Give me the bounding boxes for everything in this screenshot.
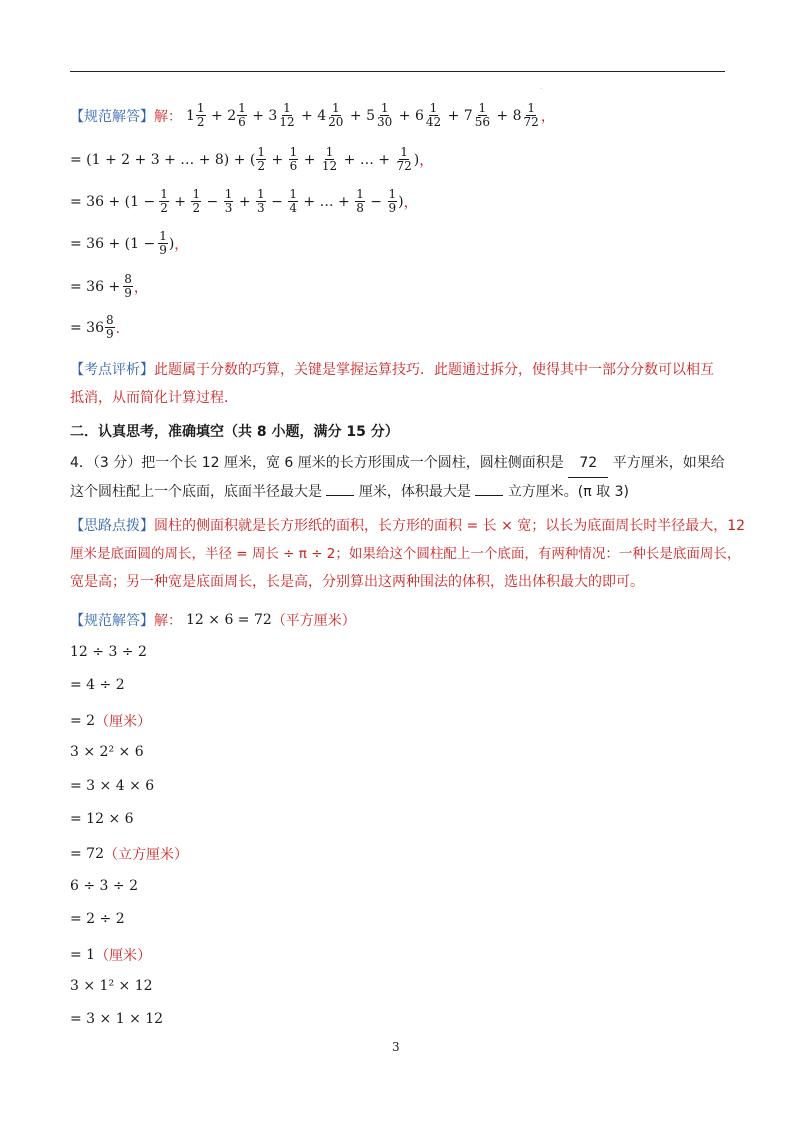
expr-prefix: = 36 + (1 − (70, 193, 156, 210)
operator: + (234, 193, 256, 210)
operator: + (247, 107, 269, 124)
operator: + (394, 107, 415, 124)
label-solve: 解： (154, 108, 182, 125)
step-unit: （厘米） (95, 713, 152, 730)
expr-line-3 (70, 188, 418, 215)
analysis-line-1: 此题属于分数的巧算，关键是掌握运算技巧．此题通过拆分，使得其中一部分分数可以相互 (154, 362, 714, 378)
expr-line-5 (70, 273, 148, 300)
fraction: $\frac{1}{3}$ (224, 187, 233, 215)
solution-step (70, 1011, 163, 1027)
fraction: $\frac{1}{2}$ (192, 187, 201, 215)
period: ． (115, 320, 130, 337)
q4-blank-2 (326, 495, 354, 496)
q4-line-2c: 立方厘米。(π 取 3) (507, 484, 629, 500)
operator: + (206, 107, 228, 124)
fraction: $\frac{1}{12}$ (279, 101, 295, 129)
solution-step (70, 878, 138, 894)
operator: + … + (339, 151, 395, 168)
whole-number: 7 (463, 107, 473, 124)
fraction: $\frac{1}{56}$ (474, 101, 490, 129)
solution-first-unit: （平方厘米） (271, 613, 356, 629)
q4-line-2b: 厘米，体积最大是 (358, 484, 471, 500)
step-expression: = 2 (70, 712, 96, 729)
expr-line-1 (70, 102, 555, 129)
close-paren: ) (398, 193, 404, 210)
whole-number: 6 (414, 107, 424, 124)
comma: ， (419, 152, 434, 169)
analysis-line-2: 抵消，从而简化计算过程． (70, 390, 238, 406)
close-paren: ) (168, 235, 175, 252)
expr-fracs (158, 188, 398, 215)
close-paren: ) (413, 151, 420, 168)
fraction: $\frac{1}{4}$ (289, 187, 297, 215)
comma: ， (174, 236, 189, 253)
step-expression: = 1 (70, 946, 96, 963)
fraction: $\frac{8}{9}$ (124, 272, 132, 300)
solution-step (70, 844, 188, 864)
label-hint: 【思路点拨】 (70, 518, 154, 534)
solution-first-expr: 12 × 6 = 72 (186, 612, 272, 628)
whole-number: 3 (268, 107, 278, 124)
fraction: $\frac{1}{2}$ (196, 101, 205, 129)
fraction: $\frac{1}{9}$ (388, 187, 397, 215)
solution-step (70, 978, 153, 994)
comma: ， (403, 194, 418, 211)
expr-prefix: = 36 + (1 − (70, 235, 156, 252)
solution-step (70, 677, 125, 693)
solution-step (70, 644, 147, 660)
operator: + (345, 107, 367, 124)
fraction: $\frac{1}{9}$ (159, 229, 167, 257)
expr-line-6 (70, 314, 130, 341)
fraction: $\frac{8}{9}$ (106, 313, 114, 341)
step-expression: 12 ÷ 3 ÷ 2 (70, 644, 147, 660)
step-expression: 6 ÷ 3 ÷ 2 (70, 877, 138, 894)
step-expression: = 72 (70, 846, 104, 863)
operator: + (491, 107, 513, 124)
operator: + (443, 107, 464, 124)
fraction: $\frac{1}{12}$ (321, 145, 338, 173)
step-expression: = 12 × 6 (70, 811, 134, 827)
operator: + … + (298, 193, 355, 210)
page-number: 3 (392, 1040, 400, 1054)
whole-number: 8 (512, 107, 522, 124)
hint-line-1: 圆柱的侧面积就是长方形纸的面积，长方形的面积 = 长 × 宽；以长为底面周长时半径最大，12 (154, 518, 746, 534)
fraction: $\frac{1}{72}$ (396, 145, 412, 173)
label-solve: 解： (154, 613, 182, 629)
hint-paragraph (70, 512, 746, 596)
whole-number: 2 (227, 107, 237, 124)
whole-number: 5 (366, 107, 376, 124)
fraction: $\frac{1}{6}$ (289, 145, 298, 173)
solution-step (70, 945, 151, 965)
expr-fracs (255, 146, 413, 173)
operator: + (267, 151, 288, 168)
fraction: $\frac{1}{30}$ (377, 101, 393, 129)
q4-blank-1: 72 (568, 449, 608, 478)
fraction: $\frac{1}{42}$ (425, 101, 442, 129)
operator: + (296, 107, 318, 124)
expr-line-2 (70, 146, 433, 173)
operator: + (169, 193, 191, 210)
operator: − (266, 193, 288, 210)
expr-terms (186, 102, 541, 129)
q4-line-1b: 平方厘米，如果给 (612, 455, 725, 471)
q4-line-2a: 这个圆柱配上一个底面，底面半径最大是 (70, 484, 322, 500)
fraction: $\frac{1}{8}$ (356, 187, 364, 215)
operator: − (365, 193, 387, 210)
solution-line-0 (70, 610, 356, 630)
comma: ， (133, 279, 148, 296)
label-standard-solution: 【规范解答】 (70, 108, 154, 125)
fraction: $\frac{1}{2}$ (257, 145, 265, 173)
step-expression: = 4 ÷ 2 (70, 677, 125, 694)
step-unit: （厘米） (95, 947, 152, 964)
expr-prefix: = 36 + (70, 278, 121, 295)
step-expression: = 2 ÷ 2 (70, 911, 125, 928)
fraction: $\frac{1}{2}$ (160, 187, 168, 215)
label-point-analysis: 【考点评析】 (70, 362, 154, 378)
step-expression: 3 × 2² × 6 (70, 744, 144, 761)
solution-step (70, 711, 151, 731)
solution-step (70, 911, 125, 927)
fraction: $\frac{1}{6}$ (238, 101, 246, 129)
fraction: $\frac{1}{3}$ (257, 187, 265, 215)
q4-line-1a: 4．（3 分）把一个长 12 厘米，宽 6 厘米的长方形围成一个圆柱，圆柱侧面积是 (70, 455, 564, 471)
fraction: $\frac{1}{72}$ (523, 101, 539, 129)
hint-line-3: 宽是高；另一种宽是底面周长，长是高，分别算出这两种围法的体积，选出体积最大的即可。 (70, 574, 644, 590)
step-expression: 3 × 1² × 12 (70, 978, 153, 994)
hint-line-2: 厘米是底面圆的周长，半径 = 周长 ÷ π ÷ 2；如果给这个圆柱配上一个底面，有两种情况：一种长是底面周长， (70, 546, 741, 562)
header-rule (70, 71, 725, 72)
comma: ， (540, 108, 555, 125)
expr-line-4 (70, 230, 188, 257)
whole-number: 1 (186, 107, 195, 124)
question-4 (70, 449, 728, 506)
expr-prefix: = 36 (70, 319, 104, 336)
step-unit: （立方厘米） (104, 847, 188, 864)
section-title: 二．认真思考，准确填空（共 8 小题，满分 15 分） (70, 424, 399, 440)
step-expression: = 3 × 4 × 6 (70, 777, 155, 794)
q4-blank-3 (475, 495, 503, 496)
expr-prefix: = (1 + 2 + 3 + … + 8) + ( (70, 151, 256, 168)
step-expression: = 3 × 1 × 12 (70, 1011, 164, 1028)
operator: − (202, 193, 223, 210)
solution-step (70, 778, 154, 794)
whole-number: 4 (317, 107, 327, 124)
fraction: $\frac{1}{20}$ (328, 101, 344, 129)
solution-step (70, 811, 134, 827)
operator: + (299, 151, 320, 168)
analysis-paragraph (70, 356, 728, 412)
header-dot: . (540, 84, 542, 91)
label-standard-solution: 【规范解答】 (70, 613, 154, 629)
solution-step (70, 744, 144, 760)
